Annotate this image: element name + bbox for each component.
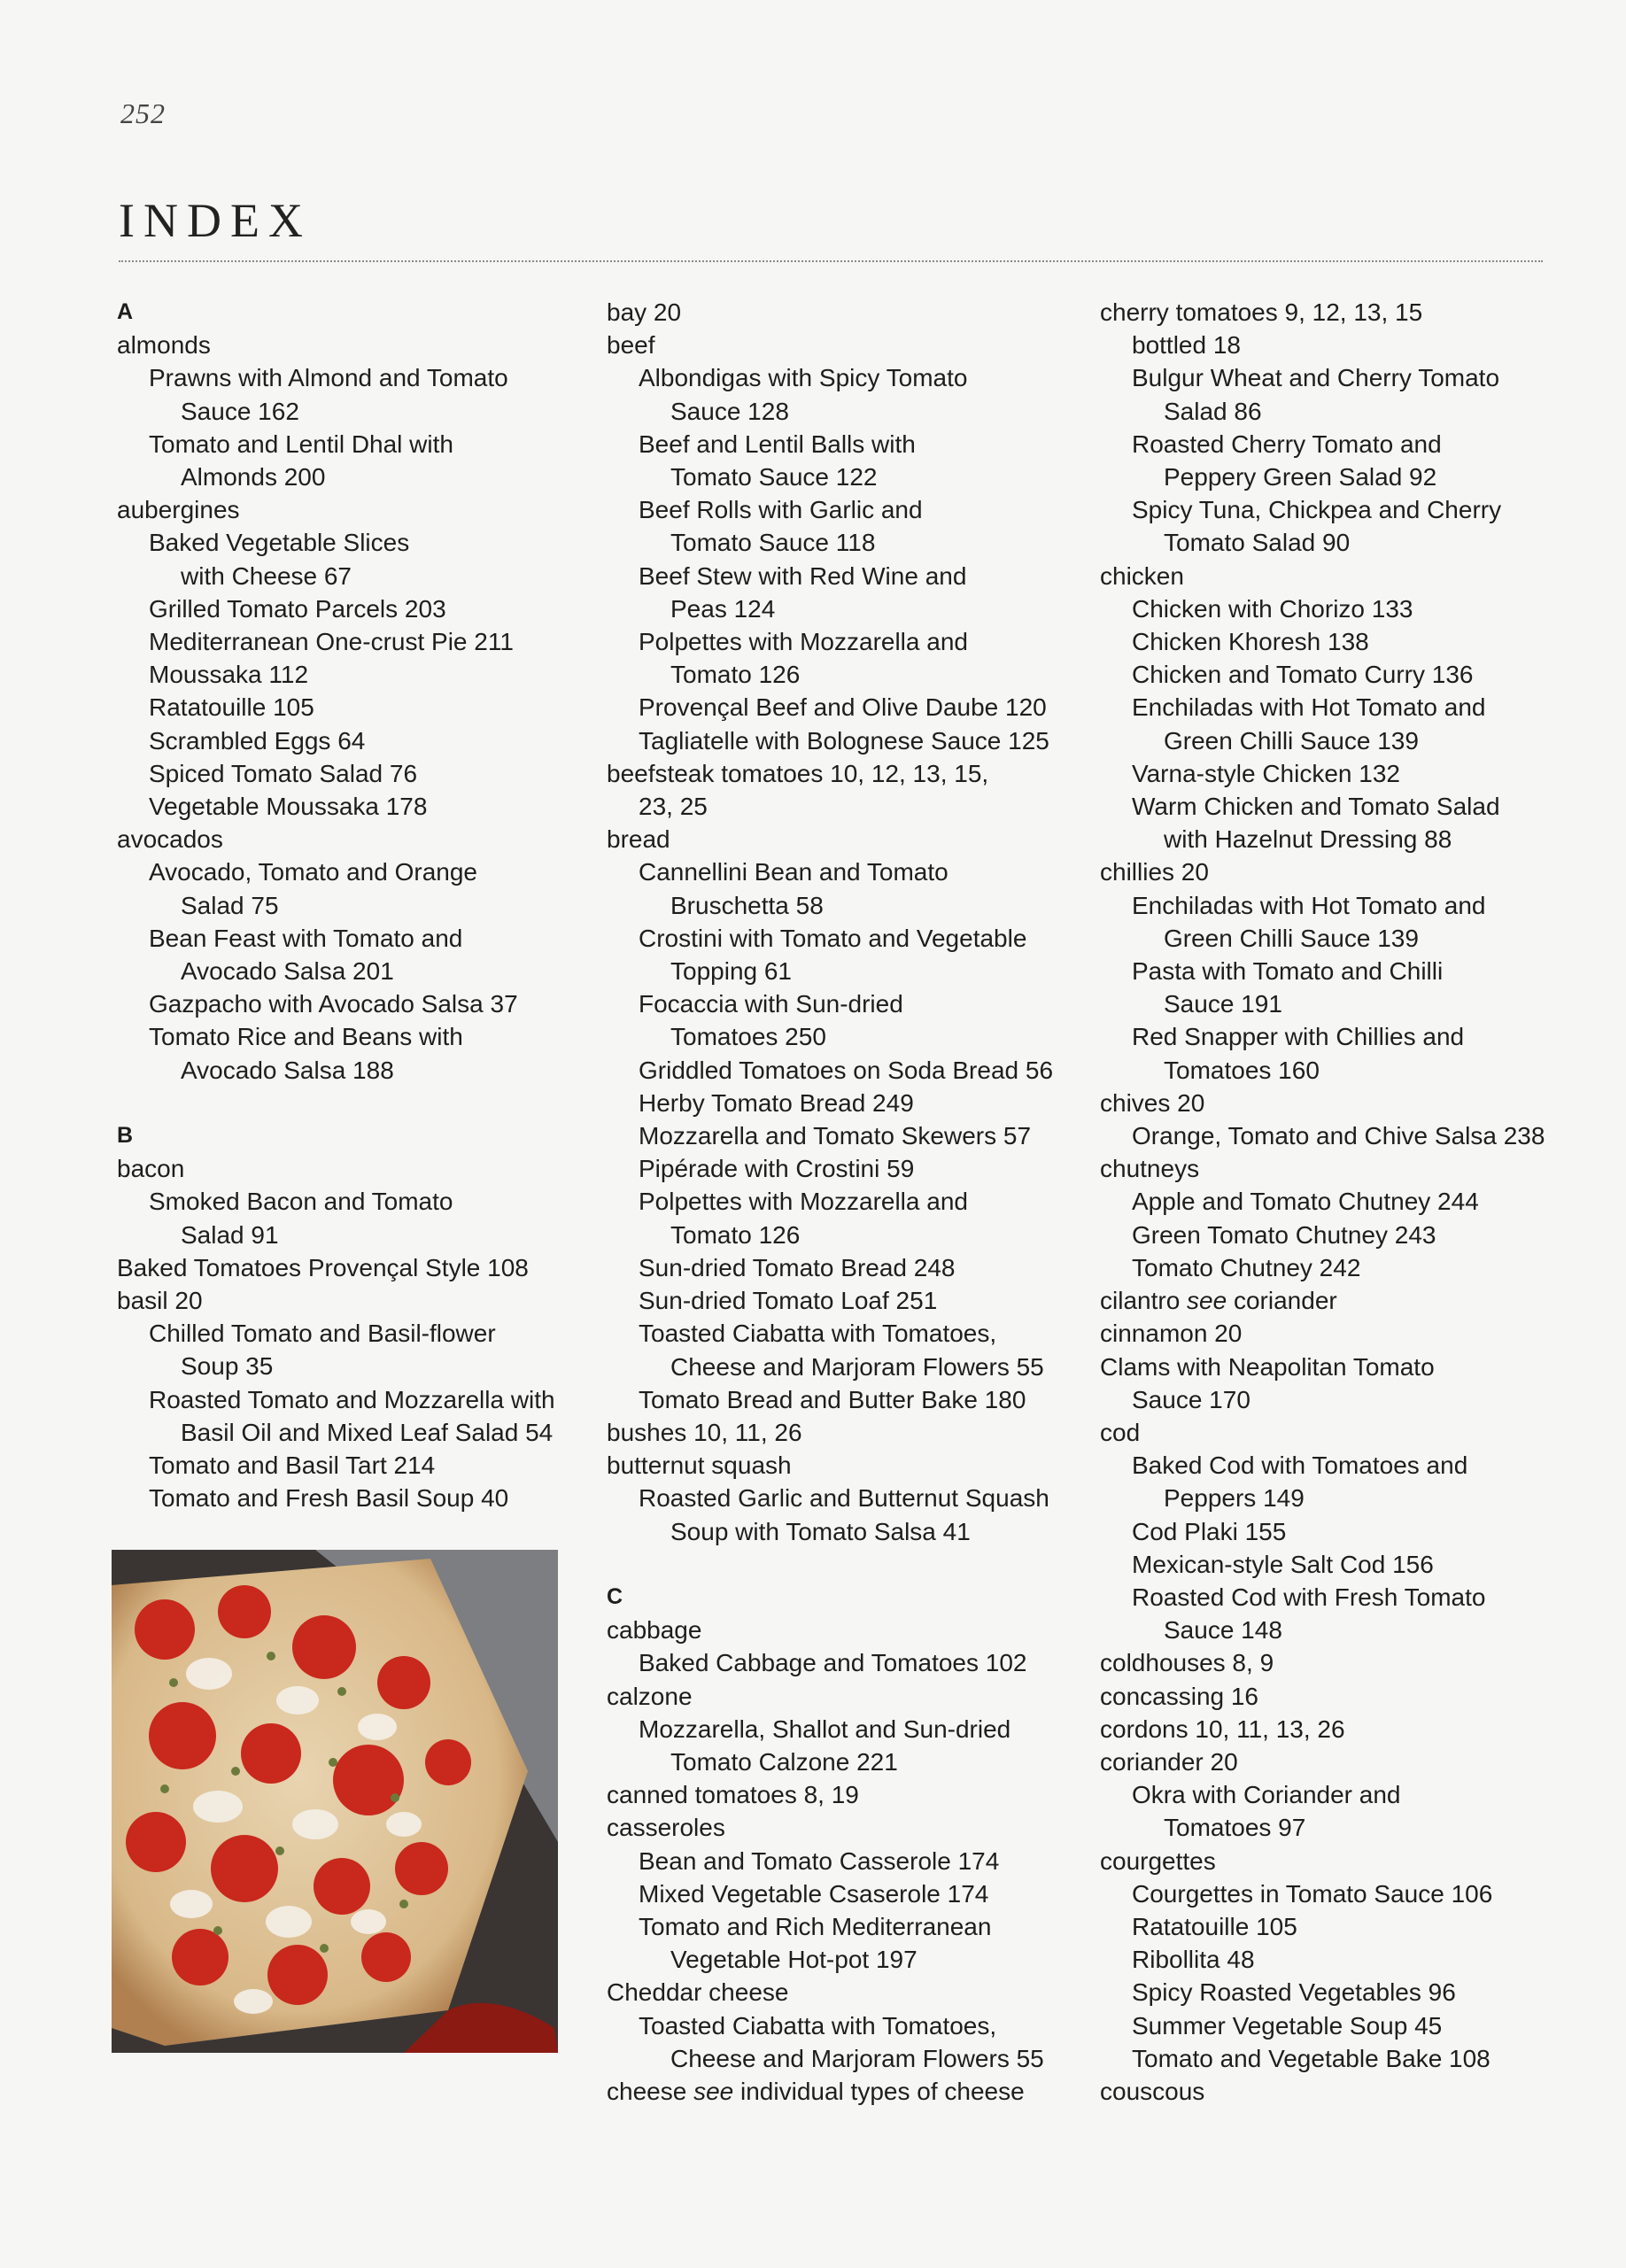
index-continuation: with Hazelnut Dressing 88: [1164, 825, 1452, 854]
index-subentry: Crostini with Tomato and Vegetable: [639, 924, 1027, 952]
index-column-2: [607, 296, 1085, 2108]
index-entry: beef: [607, 331, 655, 360]
index-subentry: Baked Cabbage and Tomatoes 102: [639, 1649, 1027, 1677]
index-continuation: Almonds 200: [181, 463, 326, 492]
index-entry: avocados: [117, 825, 223, 854]
index-subentry: Spiced Tomato Salad 76: [149, 759, 418, 787]
index-entry: coldhouses 8, 9: [1100, 1649, 1274, 1677]
index-subentry: Vegetable Moussaka 178: [149, 793, 428, 821]
index-subentry: Roasted Cod with Fresh Tomato: [1132, 1583, 1486, 1611]
index-continuation: Tomatoes 97: [1164, 1814, 1306, 1842]
index-subentry: Tomato and Fresh Basil Soup 40: [149, 1484, 509, 1513]
index-continuation: Avocado Salsa 188: [181, 1056, 394, 1084]
index-entry: calzone: [607, 1682, 693, 1710]
index-continuation: Cheese and Marjoram Flowers 55: [670, 1352, 1044, 1381]
index-entry: bay 20: [607, 298, 682, 326]
title-rule: [119, 260, 1543, 262]
pizza-photo: [112, 1550, 558, 2053]
index-subentry: Beef Stew with Red Wine and: [639, 561, 967, 590]
index-entry: chicken: [1100, 561, 1184, 590]
see-reference: see: [1187, 1287, 1227, 1315]
index-subentry: Prawns with Almond and Tomato: [149, 364, 508, 392]
index-entry: bread: [607, 825, 670, 854]
index-subentry: Spicy Tuna, Chickpea and Cherry: [1132, 496, 1502, 524]
page-number: 252: [120, 97, 166, 129]
index-subentry: Sauce 170: [1132, 1385, 1250, 1413]
index-continuation: Vegetable Hot-pot 197: [670, 1946, 918, 1974]
index-entry: beefsteak tomatoes 10, 12, 13, 15,: [607, 759, 989, 787]
index-subentry: Toasted Ciabatta with Tomatoes,: [639, 2011, 997, 2040]
index-subentry: Mixed Vegetable Csaserole 174: [639, 1879, 989, 1908]
index-continuation: Green Chilli Sauce 139: [1164, 924, 1419, 952]
index-subentry: Green Tomato Chutney 243: [1132, 1220, 1436, 1249]
index-continuation: Green Chilli Sauce 139: [1164, 726, 1419, 755]
index-entry: almonds: [117, 331, 211, 360]
index-continuation: Soup with Tomato Salsa 41: [670, 1517, 971, 1545]
index-subentry: Bean and Tomato Casserole 174: [639, 1846, 1000, 1875]
index-entry: canned tomatoes 8, 19: [607, 1781, 859, 1809]
index-subentry: Ribollita 48: [1132, 1946, 1255, 1974]
index-subentry: Gazpacho with Avocado Salsa 37: [149, 990, 518, 1018]
index-continuation: Cheese and Marjoram Flowers 55: [670, 2044, 1044, 2072]
index-continuation: Topping 61: [670, 957, 793, 986]
entry-term: cilantro: [1100, 1287, 1188, 1315]
index-subentry: Griddled Tomatoes on Soda Bread 56: [639, 1056, 1054, 1084]
index-letter: B: [117, 1123, 134, 1149]
index-entry: cabbage: [607, 1616, 702, 1645]
index-subentry: Tomato Bread and Butter Bake 180: [639, 1385, 1026, 1413]
index-subentry: Scrambled Eggs 64: [149, 726, 366, 755]
index-continuation: Bruschetta 58: [670, 891, 824, 919]
index-subentry: Chicken with Chorizo 133: [1132, 594, 1413, 623]
index-subentry: Pipérade with Crostini 59: [639, 1155, 915, 1183]
index-continuation: Salad 91: [181, 1220, 279, 1249]
index-letter: A: [117, 299, 134, 324]
index-subentry: Mozzarella and Tomato Skewers 57: [639, 1122, 1032, 1150]
index-continuation: Avocado Salsa 201: [181, 957, 394, 986]
index-continuation: Tomato 126: [670, 1220, 801, 1249]
index-continuation: with Cheese 67: [181, 561, 352, 590]
index-subentry: Sun-dried Tomato Bread 248: [639, 1253, 956, 1281]
index-continuation: Peas 124: [670, 594, 776, 623]
index-continuation: Tomato Sauce 122: [670, 463, 878, 492]
index-subentry: Tomato Rice and Beans with: [149, 1023, 463, 1051]
index-continuation: Tomato Calzone 221: [670, 1747, 898, 1776]
index-subentry: Bean Feast with Tomato and: [149, 924, 463, 952]
index-subentry: Apple and Tomato Chutney 244: [1132, 1188, 1479, 1216]
index-subentry: Tomato Chutney 242: [1132, 1253, 1361, 1281]
index-subentry: Ratatouille 105: [149, 693, 314, 722]
index-subentry: Mozzarella, Shallot and Sun-dried: [639, 1715, 1011, 1743]
index-subentry: Varna-style Chicken 132: [1132, 759, 1400, 787]
index-subentry: Tomato and Lentil Dhal with: [149, 430, 453, 458]
index-subentry: Mediterranean One-crust Pie 211: [149, 628, 514, 656]
index-subentry: Focaccia with Sun-dried: [639, 990, 903, 1018]
index-continuation: Sauce 148: [1164, 1616, 1282, 1645]
index-subentry: Tomato and Basil Tart 214: [149, 1451, 436, 1480]
index-entry: basil 20: [117, 1287, 203, 1315]
pizza-illustration: [112, 1550, 558, 2053]
entry-target: coriander: [1227, 1287, 1337, 1315]
index-subentry: Provençal Beef and Olive Daube 120: [639, 693, 1047, 722]
entry-target: individual types of cheese: [733, 2077, 1025, 2105]
index-subentry: Beef and Lentil Balls with: [639, 430, 916, 458]
index-continuation: Tomatoes 250: [670, 1023, 826, 1051]
index-subentry: Spicy Roasted Vegetables 96: [1132, 1978, 1456, 2007]
index-subentry: Orange, Tomato and Chive Salsa 238: [1132, 1122, 1545, 1150]
index-subentry: Summer Vegetable Soup 45: [1132, 2011, 1443, 2040]
index-continuation: Tomato Salad 90: [1164, 529, 1351, 557]
index-continuation: Peppers 149: [1164, 1484, 1305, 1513]
index-subentry: Polpettes with Mozzarella and: [639, 628, 968, 656]
index-subentry: Courgettes in Tomato Sauce 106: [1132, 1879, 1493, 1908]
index-entry: cod: [1100, 1418, 1141, 1446]
index-subentry: Okra with Coriander and: [1132, 1781, 1401, 1809]
index-subentry: Beef Rolls with Garlic and: [639, 496, 923, 524]
index-subentry: Tagliatelle with Bolognese Sauce 125: [639, 726, 1049, 755]
index-subentry: Sun-dried Tomato Loaf 251: [639, 1287, 938, 1315]
index-entry: Clams with Neapolitan Tomato: [1100, 1352, 1435, 1381]
section-gap: [117, 1087, 577, 1119]
index-entry: Baked Tomatoes Provençal Style 108: [117, 1253, 529, 1281]
index-continuation: Salad 86: [1164, 397, 1262, 425]
index-entry: [1100, 1284, 1560, 1317]
index-subentry: Moussaka 112: [149, 661, 309, 689]
index-continuation: Salad 75: [181, 891, 279, 919]
index-subentry: Roasted Tomato and Mozzarella with: [149, 1385, 555, 1413]
index-entry: chillies 20: [1100, 858, 1209, 886]
index-entry: cinnamon 20: [1100, 1320, 1243, 1348]
index-entry: butternut squash: [607, 1451, 792, 1480]
index-entry: bacon: [117, 1155, 185, 1183]
index-entry: casseroles: [607, 1814, 725, 1842]
index-subentry: bottled 18: [1132, 331, 1241, 360]
index-subentry: Bulgur Wheat and Cherry Tomato: [1132, 364, 1500, 392]
index-entry: cordons 10, 11, 13, 26: [1100, 1715, 1345, 1743]
index-subentry: Albondigas with Spicy Tomato: [639, 364, 968, 392]
index-subentry: Toasted Ciabatta with Tomatoes,: [639, 1320, 997, 1348]
index-subentry: Avocado, Tomato and Orange: [149, 858, 477, 886]
index-subentry: Baked Cod with Tomatoes and: [1132, 1451, 1468, 1480]
index-subentry: Smoked Bacon and Tomato: [149, 1188, 453, 1216]
index-subentry: Roasted Garlic and Butternut Squash: [639, 1484, 1049, 1513]
index-entry: Cheddar cheese: [607, 1978, 789, 2007]
index-continuation: Peppery Green Salad 92: [1164, 463, 1437, 492]
see-reference: see: [693, 2077, 734, 2105]
index-subentry: Ratatouille 105: [1132, 1912, 1297, 1940]
index-continuation: Basil Oil and Mixed Leaf Salad 54: [181, 1418, 554, 1446]
index-subentry: Enchiladas with Hot Tomato and: [1132, 693, 1486, 722]
index-entry: couscous: [1100, 2077, 1205, 2105]
index-entry: [607, 2075, 1085, 2108]
index-subentry: Red Snapper with Chillies and: [1132, 1023, 1465, 1051]
index-subentry: Herby Tomato Bread 249: [639, 1088, 914, 1117]
index-subentry: 23, 25: [639, 793, 708, 821]
index-entry: courgettes: [1100, 1846, 1216, 1875]
index-continuation: Sauce 191: [1164, 990, 1282, 1018]
index-subentry: Grilled Tomato Parcels 203: [149, 594, 446, 623]
index-entry: cherry tomatoes 9, 12, 13, 15: [1100, 298, 1423, 326]
index-subentry: Chicken and Tomato Curry 136: [1132, 661, 1474, 689]
index-column-3: [1100, 296, 1560, 2108]
index-entry: coriander 20: [1100, 1747, 1238, 1776]
index-continuation: Tomato 126: [670, 661, 801, 689]
index-subentry: Baked Vegetable Slices: [149, 529, 410, 557]
index-continuation: Sauce 162: [181, 397, 299, 425]
index-entry: chutneys: [1100, 1155, 1200, 1183]
index-subentry: Polpettes with Mozzarella and: [639, 1188, 968, 1216]
index-entry: bushes 10, 11, 26: [607, 1418, 802, 1446]
index-subentry: Pasta with Tomato and Chilli: [1132, 957, 1444, 986]
index-subentry: Warm Chicken and Tomato Salad: [1132, 793, 1500, 821]
index-subentry: Tomato and Rich Mediterranean: [639, 1912, 992, 1940]
index-letter: C: [607, 1583, 623, 1609]
index-subentry: Cod Plaki 155: [1132, 1517, 1287, 1545]
index-subentry: Chicken Khoresh 138: [1132, 628, 1369, 656]
index-subentry: Mexican-style Salt Cod 156: [1132, 1550, 1434, 1578]
index-entry: concassing 16: [1100, 1682, 1259, 1710]
index-continuation: Tomatoes 160: [1164, 1056, 1320, 1084]
index-column-1: [117, 296, 577, 1515]
index-subentry: Chilled Tomato and Basil-flower: [149, 1320, 496, 1348]
index-subentry: Tomato and Vegetable Bake 108: [1132, 2044, 1490, 2072]
index-entry: aubergines: [117, 496, 240, 524]
index-subentry: Enchiladas with Hot Tomato and: [1132, 891, 1486, 919]
index-continuation: Sauce 128: [670, 397, 789, 425]
section-gap: [607, 1548, 1085, 1581]
index-subentry: Roasted Cherry Tomato and: [1132, 430, 1442, 458]
index-continuation: Soup 35: [181, 1352, 274, 1381]
page-title: INDEX: [119, 194, 312, 247]
index-entry: chives 20: [1100, 1088, 1205, 1117]
entry-term: cheese: [607, 2077, 694, 2105]
index-subentry: Cannellini Bean and Tomato: [639, 858, 948, 886]
index-continuation: Tomato Sauce 118: [670, 529, 876, 557]
